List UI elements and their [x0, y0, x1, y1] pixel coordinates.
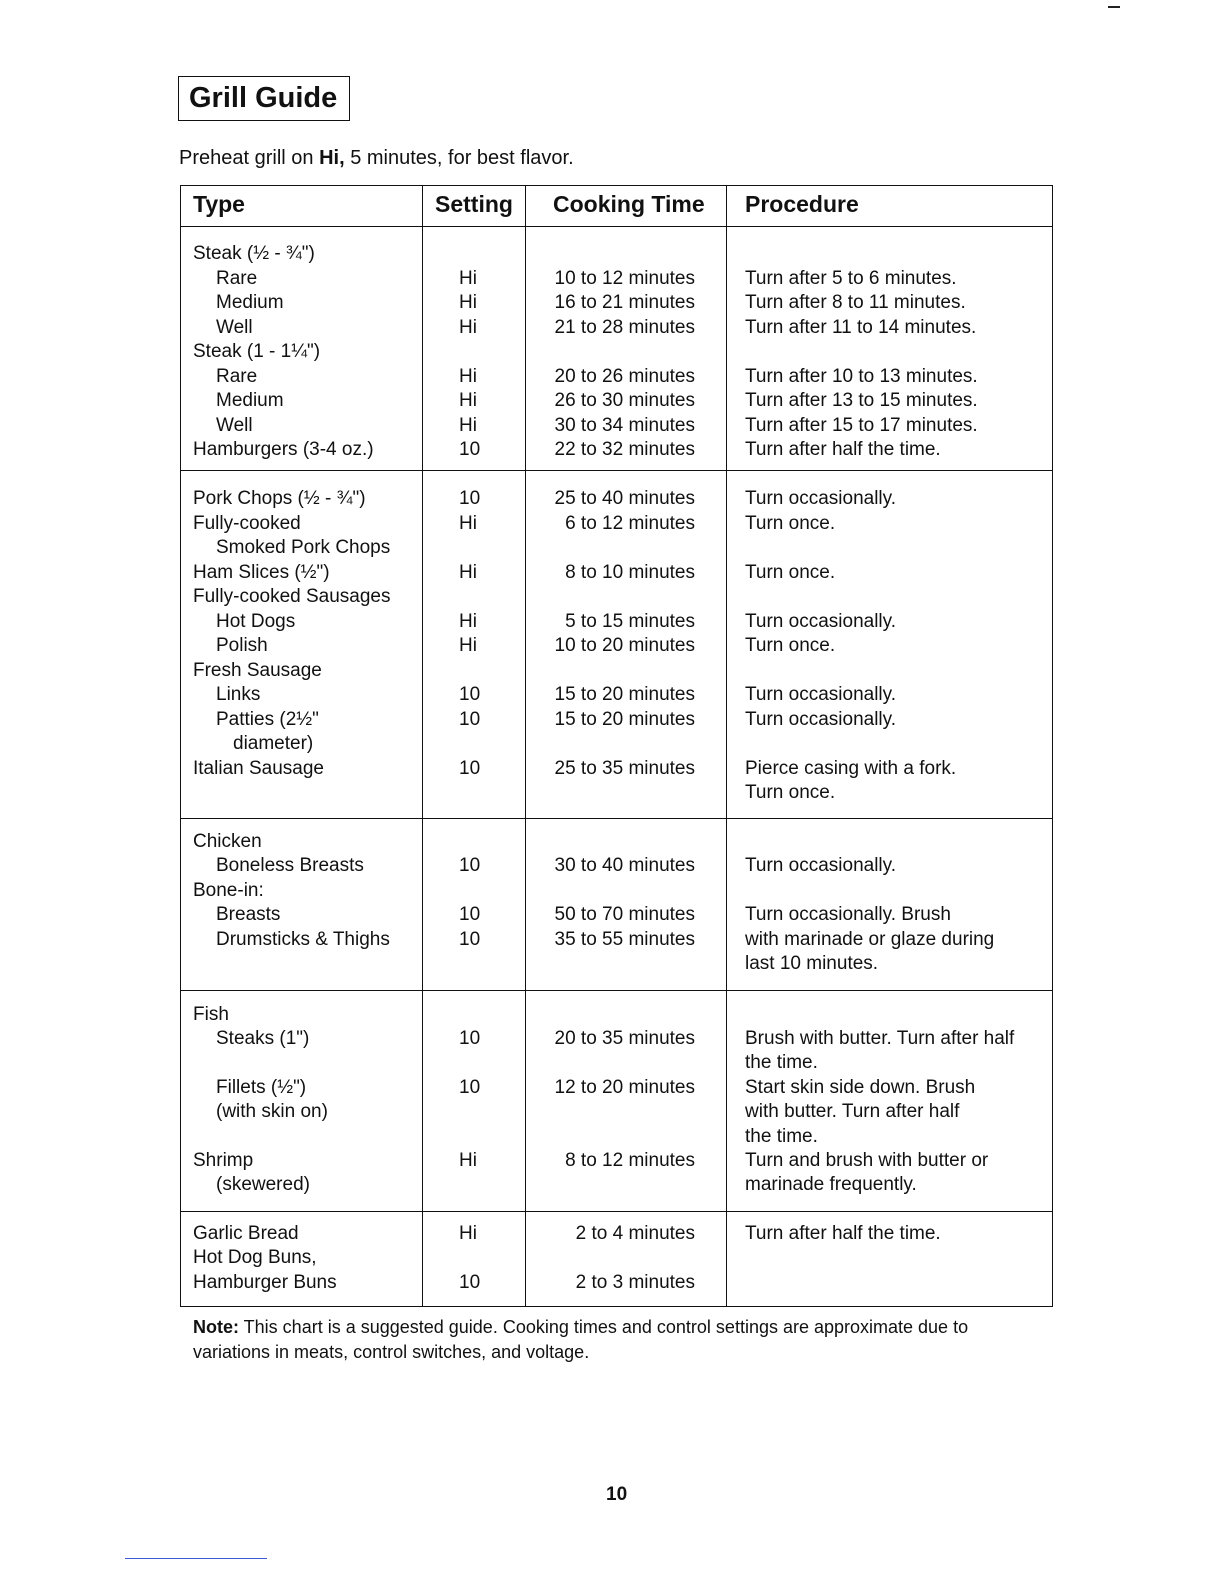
- table-row: [180, 561, 1053, 586]
- row-type: Hamburgers (3-4 oz.): [193, 439, 374, 460]
- table-row: [180, 365, 1053, 390]
- row-setting: 10: [459, 904, 481, 925]
- table-row: [180, 1149, 1053, 1174]
- row-type: diameter): [233, 733, 314, 754]
- row-cooking-time: 26 to 30 minutes: [554, 390, 695, 411]
- row-procedure: Turn once.: [745, 635, 836, 656]
- row-type: Polish: [216, 635, 268, 656]
- row-procedure: Turn occasionally.: [745, 488, 897, 509]
- row-procedure: Turn once.: [745, 562, 836, 583]
- row-setting: Hi: [459, 390, 477, 411]
- table-row: [180, 291, 1053, 316]
- row-procedure: Turn once.: [745, 513, 836, 534]
- row-type: Links: [216, 684, 261, 705]
- table-row: [180, 1246, 1053, 1271]
- row-setting: 10: [459, 1077, 481, 1098]
- row-procedure: Turn occasionally.: [745, 709, 897, 730]
- table-row: [180, 903, 1053, 928]
- table-row: [180, 683, 1053, 708]
- row-cooking-time: 50 to 70 minutes: [554, 904, 695, 925]
- row-procedure: the time.: [745, 1052, 818, 1073]
- table-row: [180, 610, 1053, 635]
- row-type: Hamburger Buns: [193, 1272, 337, 1293]
- row-cooking-time: 20 to 35 minutes: [554, 1028, 695, 1049]
- row-procedure: Turn after half the time.: [745, 1223, 941, 1244]
- row-type: Fully-cooked Sausages: [193, 586, 391, 607]
- page-number: 10: [606, 1484, 628, 1505]
- header-divider: [180, 226, 1053, 227]
- row-cooking-time: 25 to 35 minutes: [554, 758, 695, 779]
- row-setting: Hi: [459, 611, 477, 632]
- table-row: [180, 732, 1053, 757]
- row-type: (skewered): [216, 1174, 310, 1195]
- table-row: [180, 487, 1053, 512]
- row-setting: Hi: [459, 268, 477, 289]
- table-row: [180, 1003, 1053, 1028]
- row-type: Steak (½ - ¾"): [193, 243, 315, 264]
- row-cooking-time: 8 to 12 minutes: [565, 1150, 695, 1171]
- table-row: [180, 781, 1053, 806]
- row-type: Fresh Sausage: [193, 660, 322, 681]
- row-type: Steak (1 - 1¼"): [193, 341, 321, 362]
- table-row: [180, 1173, 1053, 1198]
- row-type: Hot Dogs: [216, 611, 296, 632]
- row-type: Boneless Breasts: [216, 855, 364, 876]
- row-cooking-time: 2 to 3 minutes: [575, 1272, 695, 1293]
- page-title: Grill Guide: [178, 76, 350, 121]
- row-type: Rare: [216, 366, 258, 387]
- row-cooking-time: 25 to 40 minutes: [554, 488, 695, 509]
- section-divider: [180, 990, 1053, 991]
- row-setting: 10: [459, 439, 481, 460]
- row-type: Shrimp: [193, 1150, 254, 1171]
- row-setting: Hi: [459, 292, 477, 313]
- table-row: [180, 1076, 1053, 1101]
- row-setting: Hi: [459, 562, 477, 583]
- row-setting: 10: [459, 1272, 481, 1293]
- table-row: [180, 585, 1053, 610]
- table-row: [180, 854, 1053, 879]
- intro-text: Preheat grill on Hi, 5 minutes, for best flavor.: [179, 147, 574, 169]
- row-cooking-time: 12 to 20 minutes: [554, 1077, 695, 1098]
- row-setting: Hi: [459, 635, 477, 656]
- row-procedure: Pierce casing with a fork.: [745, 758, 957, 779]
- row-type: Pork Chops (½ - ¾"): [193, 488, 366, 509]
- row-type: Bone-in:: [193, 880, 264, 901]
- row-procedure: Turn occasionally.: [745, 684, 897, 705]
- row-procedure: with butter. Turn after half: [745, 1101, 960, 1122]
- table-row: [180, 1271, 1053, 1296]
- row-type: Breasts: [216, 904, 281, 925]
- row-type: Fish: [193, 1004, 229, 1025]
- table-row: [180, 389, 1053, 414]
- table-row: [180, 340, 1053, 365]
- row-procedure: Start skin side down. Brush: [745, 1077, 976, 1098]
- row-procedure: Turn after 5 to 6 minutes.: [745, 268, 957, 289]
- row-cooking-time: 15 to 20 minutes: [554, 684, 695, 705]
- row-procedure: marinade frequently.: [745, 1174, 917, 1195]
- row-cooking-time: 2 to 4 minutes: [575, 1223, 695, 1244]
- row-setting: 10: [459, 758, 481, 779]
- row-setting: 10: [459, 684, 481, 705]
- row-type: Rare: [216, 268, 258, 289]
- header-type: Type: [193, 191, 245, 217]
- row-cooking-time: 20 to 26 minutes: [554, 366, 695, 387]
- table-row: [180, 659, 1053, 684]
- header-procedure: Procedure: [745, 191, 859, 217]
- table-row: [180, 414, 1053, 439]
- row-setting: Hi: [459, 366, 477, 387]
- row-cooking-time: 6 to 12 minutes: [565, 513, 695, 534]
- row-cooking-time: 22 to 32 minutes: [554, 439, 695, 460]
- table-row: [180, 316, 1053, 341]
- row-type: Well: [216, 317, 253, 338]
- row-procedure: last 10 minutes.: [745, 953, 879, 974]
- row-procedure: Turn after 13 to 15 minutes.: [745, 390, 978, 411]
- table-row: [180, 708, 1053, 733]
- table-row: [180, 928, 1053, 953]
- note: Note: This chart is a suggested guide. Cooking times and control settings are approximate due to variations in meats, control switches, and voltage.: [193, 1317, 969, 1362]
- row-type: Patties (2½": [216, 709, 319, 730]
- table-row: [180, 512, 1053, 537]
- row-procedure: Turn after 8 to 11 minutes.: [745, 292, 966, 313]
- row-setting: Hi: [459, 415, 477, 436]
- row-setting: Hi: [459, 513, 477, 534]
- row-cooking-time: 5 to 15 minutes: [565, 611, 695, 632]
- section-divider: [180, 470, 1053, 471]
- row-type: Steaks (1"): [216, 1028, 310, 1049]
- row-setting: 10: [459, 488, 481, 509]
- row-procedure: with marinade or glaze during: [745, 929, 995, 950]
- row-cooking-time: 30 to 34 minutes: [554, 415, 695, 436]
- table-row: [180, 634, 1053, 659]
- corner-mark: [1108, 6, 1120, 8]
- row-cooking-time: 30 to 40 minutes: [554, 855, 695, 876]
- table-row: [180, 267, 1053, 292]
- table-row: [180, 879, 1053, 904]
- section-divider: [180, 818, 1053, 819]
- table-row: [180, 438, 1053, 463]
- row-type: Medium: [216, 390, 284, 411]
- row-type: Well: [216, 415, 253, 436]
- row-setting: 10: [459, 929, 481, 950]
- row-cooking-time: 16 to 21 minutes: [554, 292, 695, 313]
- table-row: [180, 952, 1053, 977]
- row-procedure: Turn after 15 to 17 minutes.: [745, 415, 978, 436]
- table-row: [180, 830, 1053, 855]
- row-setting: 10: [459, 709, 481, 730]
- row-type: Ham Slices (½"): [193, 562, 330, 583]
- row-cooking-time: 21 to 28 minutes: [554, 317, 695, 338]
- row-procedure: Turn after half the time.: [745, 439, 941, 460]
- header-cooking-time: Cooking Time: [553, 191, 705, 217]
- bottom-rule: [125, 1558, 267, 1559]
- table-row: [180, 1125, 1053, 1150]
- row-cooking-time: 10 to 20 minutes: [554, 635, 695, 656]
- row-procedure: Turn occasionally. Brush: [745, 904, 951, 925]
- table-row: [180, 1100, 1053, 1125]
- row-cooking-time: 15 to 20 minutes: [554, 709, 695, 730]
- row-type: Chicken: [193, 831, 262, 852]
- row-type: Drumsticks & Thighs: [216, 929, 390, 950]
- row-type: Italian Sausage: [193, 758, 324, 779]
- row-procedure: Turn once.: [745, 782, 836, 803]
- table-row: [180, 1222, 1053, 1247]
- row-type: Smoked Pork Chops: [216, 537, 391, 558]
- table-row: [180, 536, 1053, 561]
- row-procedure: Turn after 11 to 14 minutes.: [745, 317, 977, 338]
- row-setting: 10: [459, 1028, 481, 1049]
- table-row: [180, 757, 1053, 782]
- row-setting: Hi: [459, 317, 477, 338]
- row-procedure: Turn occasionally.: [745, 855, 897, 876]
- table-row: [180, 1051, 1053, 1076]
- row-cooking-time: 8 to 10 minutes: [565, 562, 695, 583]
- row-type: Garlic Bread: [193, 1223, 299, 1244]
- header-setting: Setting: [435, 191, 513, 217]
- row-procedure: Turn after 10 to 13 minutes.: [745, 366, 978, 387]
- row-type: Medium: [216, 292, 284, 313]
- section-divider: [180, 1211, 1053, 1212]
- row-setting: Hi: [459, 1150, 477, 1171]
- row-cooking-time: 35 to 55 minutes: [554, 929, 695, 950]
- grill-guide-table: [180, 185, 1053, 1307]
- table-row: [180, 242, 1053, 267]
- row-type: Fillets (½"): [216, 1077, 307, 1098]
- row-procedure: Brush with butter. Turn after half: [745, 1028, 1015, 1049]
- row-type: Hot Dog Buns,: [193, 1247, 317, 1268]
- row-type: Fully-cooked: [193, 513, 301, 534]
- row-setting: 10: [459, 855, 481, 876]
- row-cooking-time: 10 to 12 minutes: [554, 268, 695, 289]
- row-procedure: the time.: [745, 1126, 818, 1147]
- row-procedure: Turn and brush with butter or: [745, 1150, 989, 1171]
- row-procedure: Turn occasionally.: [745, 611, 897, 632]
- row-type: (with skin on): [216, 1101, 328, 1122]
- row-setting: Hi: [459, 1223, 477, 1244]
- table-row: [180, 1027, 1053, 1052]
